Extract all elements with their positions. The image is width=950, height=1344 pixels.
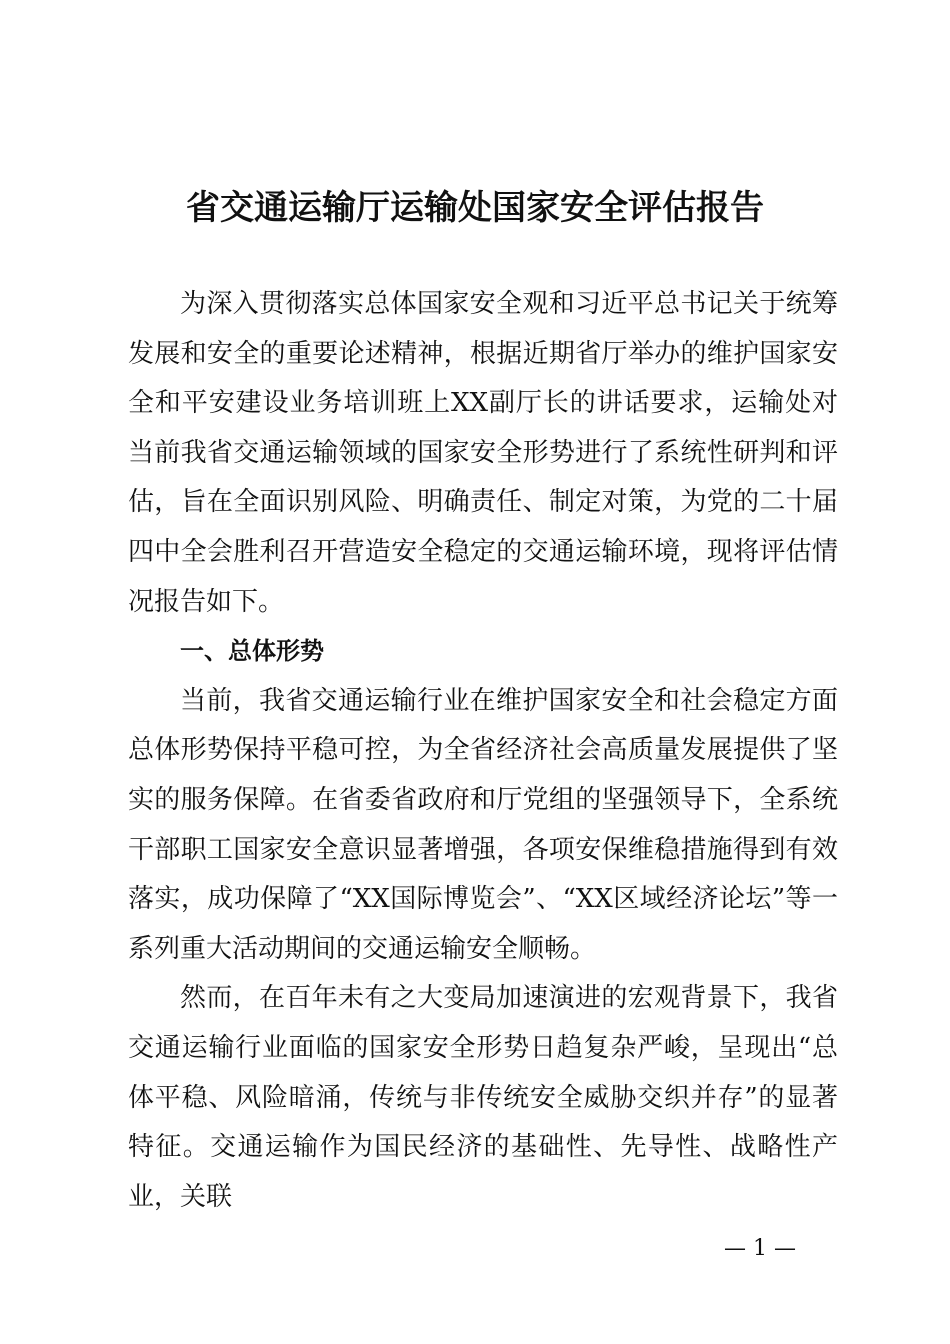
document-title: 省交通运输厅运输处国家安全评估报告 [186,188,764,228]
document-body [128,280,838,1222]
intro-paragraph: 为深入贯彻落实总体国家安全观和习近平总书记关于统筹发展和安全的重要论述精神，根据近期省厅举办的维护国家安全和平安建设业务培训班上XX副厅长的讲话要求，运输处对当前我省交通运输领域的国家安全形势进行了系统性研判和评估，旨在全面识别风险、明确责任、制定对策，为党的二十届四中全会胜利召开营造安全稳定的交通运输环境，现将评估情况报告如下。 [128,289,838,617]
section-heading-overall-situation: 一、总体形势 [180,637,324,666]
body-paragraph: 然而，在百年未有之大变局加速演进的宏观背景下，我省交通运输行业面临的国家安全形势日趋复杂严峻，呈现出“总体平稳、风险暗涌，传统与非传统安全威胁交织并存”的显著特征。交通运输作为国民经济的基础性、先导性、战略性产业，关联 [128,983,838,1212]
page-number: — 1 — [724,1236,796,1261]
body-paragraph: 当前，我省交通运输行业在维护国家安全和社会稳定方面总体形势保持平稳可控，为全省经济社会高质量发展提供了坚实的服务保障。在省委省政府和厅党组的坚强领导下，全系统干部职工国家安全意识显著增强，各项安保维稳措施得到有效落实，成功保障了“XX国际博览会”、“XX区域经济论坛”等一系列重大活动期间的交通运输安全顺畅。 [128,685,838,964]
